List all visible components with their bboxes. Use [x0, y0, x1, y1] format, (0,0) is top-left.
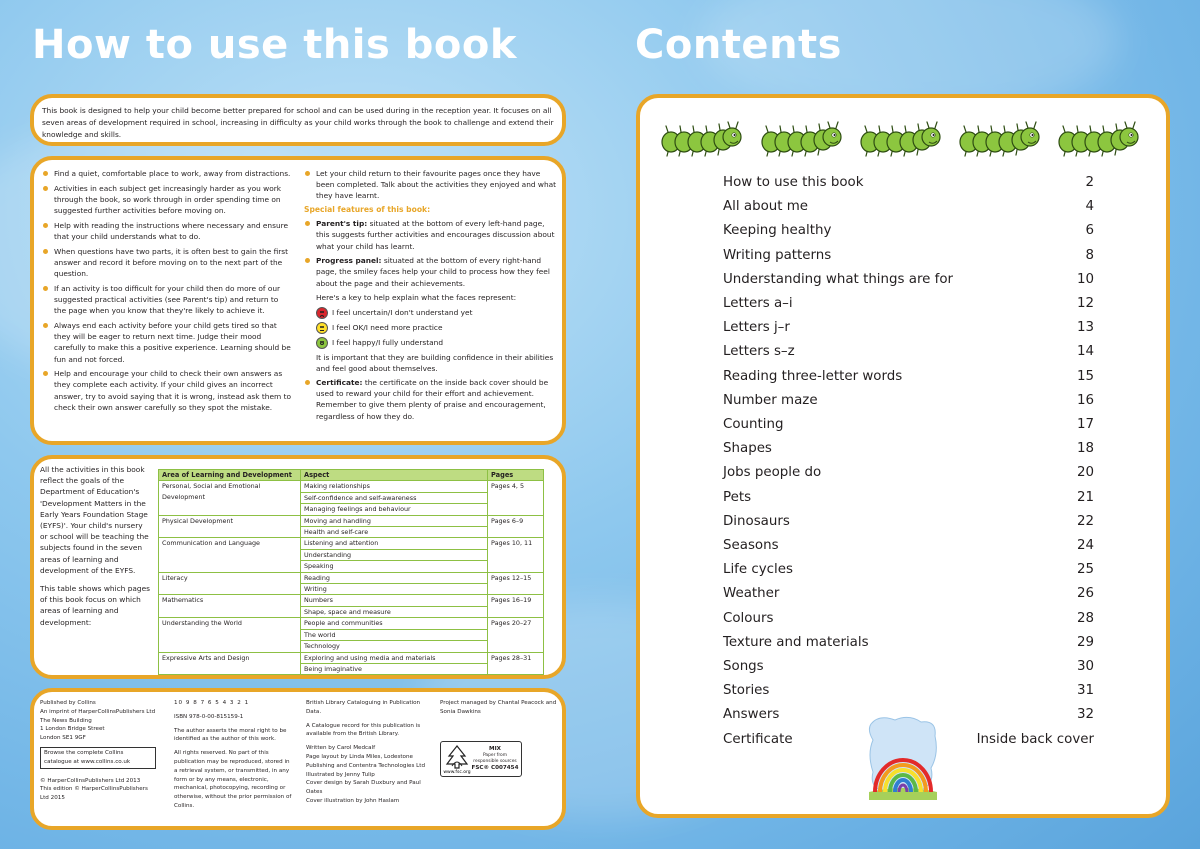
toc-entry-page: 21: [1076, 489, 1094, 505]
page-title-contents: Contents: [635, 22, 842, 68]
publisher-address: Published by Collins An imprint of HarperCollinsPublishers Ltd The News Building 1 London Bridge Street London SE1 9GF: [40, 700, 156, 742]
publisher-panel: [30, 688, 566, 830]
toc-entry-label: Letters s–z: [723, 344, 795, 360]
table-cell-aspect: Technology: [301, 641, 488, 652]
face-row-uncertain: I feel uncertain/I don't understand yet: [316, 307, 558, 319]
toc-entry[interactable]: [723, 416, 1094, 434]
table-cell-aspect: Shape, space and measure: [301, 606, 488, 617]
toc-entry[interactable]: [723, 489, 1094, 507]
toc-entry[interactable]: [723, 222, 1094, 240]
publisher-col-4: [440, 699, 560, 722]
table-cell-aspect: Speaking: [301, 561, 488, 572]
toc-entry[interactable]: [723, 682, 1094, 700]
faces-key-intro: Here's a key to help explain what the faces represent:: [316, 293, 517, 303]
table-cell-aspect: Writing: [301, 584, 488, 595]
fsc-tree-icon: [443, 744, 471, 774]
table-cell-aspect: People and communities: [301, 618, 488, 629]
table-cell-area: Mathematics: [159, 595, 301, 618]
copyright-text: © HarperCollinsPublishers Ltd 2013 This edition © HarperCollinsPublishers Ltd 2015: [40, 777, 148, 802]
toc-entry-label: All about me: [723, 199, 809, 215]
table-cell-pages: Pages 6–9: [488, 515, 544, 538]
table-row: [159, 618, 544, 629]
table-cell-pages: Pages 4, 5: [488, 481, 544, 515]
toc-entry-label: Jobs people do: [723, 465, 822, 481]
caterpillar-icon: [660, 118, 742, 158]
table-row: [159, 481, 544, 492]
caterpillar-icon: [1057, 118, 1139, 158]
tips-right-column: [304, 168, 558, 425]
face-row-happy: I feel happy/I fully understand: [316, 337, 558, 349]
toc-entry-label: Understanding what things are for: [723, 271, 954, 287]
toc-entry[interactable]: [723, 174, 1094, 192]
table-cell-area: Expressive Arts and Design: [159, 652, 301, 675]
table-row: [159, 538, 544, 549]
toc-entry[interactable]: [723, 392, 1094, 410]
toc-entry-page: 32: [1076, 707, 1094, 723]
toc-entry[interactable]: [723, 658, 1094, 676]
toc-entry-label: Seasons: [723, 538, 779, 553]
table-row: [159, 515, 544, 526]
toc-entry[interactable]: [723, 343, 1094, 361]
toc-entry[interactable]: [723, 610, 1094, 628]
fsc-logo: [440, 741, 522, 777]
toc-entry-label: Life cycles: [723, 562, 793, 578]
toc-entry-label: Letters a–i: [723, 296, 793, 311]
table-cell-aspect: Exploring and using media and materials: [301, 652, 488, 663]
special-features-heading: Special features of this book:: [304, 205, 431, 215]
table-cell-area: Physical Development: [159, 515, 301, 538]
toc-entry-page: 26: [1076, 586, 1094, 602]
tip-return-favourites: Let your child return to their favourite pages once they have been completed. Talk about the activities they enjoyed and what they have learnt.: [304, 168, 558, 202]
table-cell-aspect: Numbers: [301, 595, 488, 606]
table-header-aspect: Aspect: [301, 470, 488, 481]
tip-item: When questions have two parts, it is often best to gain the first answer and record it before moving on to the next part of the question.: [42, 246, 292, 280]
toc-entry[interactable]: [723, 561, 1094, 579]
confidence-text: It is important that they are building confidence in their abilities and feel good about themselves.: [316, 352, 554, 373]
tip-item: Activities in each subject get increasingly harder as you work through the book, so work through in order spending time on suggested further activities before moving on.: [42, 183, 292, 217]
toc-entry-label: Number maze: [723, 392, 818, 408]
table-cell-aspect: The world: [301, 629, 488, 640]
table-header-area: Area of Learning and Development: [159, 470, 301, 481]
table-cell-pages: Pages 12–15: [488, 572, 544, 595]
page-title-how-to-use: How to use this book: [32, 22, 517, 68]
table-cell-area: Understanding the World: [159, 618, 301, 652]
toc-entry[interactable]: [723, 464, 1094, 482]
toc-entry-label: Stories: [723, 683, 770, 699]
toc-entry-page: 8: [1085, 247, 1094, 263]
catalogue-link[interactable]: Browse the complete Collins catalogue at www.collins.co.uk: [40, 747, 156, 769]
print-run: 10 9 8 7 6 5 4 3 2 1: [174, 700, 250, 706]
tips-list: [42, 168, 292, 413]
toc-entry[interactable]: [723, 271, 1094, 289]
table-cell-aspect: Reading: [301, 572, 488, 583]
tip-item: Help with reading the instructions where necessary and ensure that your child understands what to do.: [42, 220, 292, 242]
isbn: ISBN 978-0-00-815159-1: [174, 713, 244, 720]
table-cell-aspect: Understanding: [301, 549, 488, 560]
intro-panel: [30, 94, 566, 146]
table-cell-pages: Pages 16–19: [488, 595, 544, 618]
toc-entry-page: 14: [1076, 344, 1094, 360]
table-cell-area: Literacy: [159, 572, 301, 595]
moral-right: The author asserts the moral right to be identified as the author of this work.: [174, 727, 287, 743]
table-cell-pages: Pages 20–27: [488, 618, 544, 652]
table-cell-aspect: Self-confidence and self-awareness: [301, 492, 488, 503]
toc-entry-label: Counting: [723, 417, 784, 432]
toc-entry[interactable]: [723, 295, 1094, 313]
toc-entry-label: Writing patterns: [723, 247, 832, 263]
table-cell-aspect: Being imaginative: [301, 663, 488, 674]
tip-item: Always end each activity before your child gets tired so that they will be eager to return next time. Judge their mood carefully to make this a positive experience. Learning should be fun and not forced.: [42, 320, 292, 365]
toc-entry-page: 10: [1076, 271, 1094, 287]
toc-entry-label: Songs: [723, 659, 764, 674]
toc-entry[interactable]: [723, 368, 1094, 386]
neutral-face-icon: [316, 322, 328, 334]
table-header-pages: Pages: [488, 470, 544, 481]
toc-entry-label: Keeping healthy: [723, 223, 832, 239]
toc-entry[interactable]: [723, 537, 1094, 555]
tips-left-column: [42, 168, 292, 417]
table-cell-aspect: Making relationships: [301, 481, 488, 492]
toc-entry-label: How to use this book: [723, 175, 864, 190]
toc-entry-label: Colours: [723, 610, 774, 626]
caterpillar-icon: [958, 118, 1040, 158]
cip-heading: British Library Cataloguing in Publication Data.: [306, 700, 421, 715]
toc-entry-page: 22: [1076, 513, 1094, 529]
eyfs-table: [158, 469, 544, 675]
toc-entry-label: Letters j–r: [723, 320, 790, 336]
tip-item: If an activity is too difficult for your child then do more of our suggested practical activities (see Parent's tip) and return to the page when you know that they're likely to achieve it.: [42, 283, 292, 317]
feature-certificate: Certificate: the certificate on the inside back cover should be used to reward your child for their effort and achievement. Remember to give them plenty of praise and encouragement, regardless of how they do.: [304, 377, 558, 422]
happy-face-icon: [316, 337, 328, 349]
cip-text: A Catalogue record for this publication is available from the British Library.: [306, 722, 421, 738]
toc-entry-label: Certificate: [723, 731, 793, 747]
intro-text: This book is designed to help your child become better prepared for school and can be used during in the reception year. It focuses on all seven areas of development required in school, increasing in difficulty as your child works through the book to challenge and extend their knowledge and skills.: [42, 106, 554, 139]
fsc-text: MIX Paper from responsible sources FSC® C007454: [471, 746, 519, 771]
feature-progress-panel: Progress panel: situated at the bottom of every right-hand page, the smiley faces help your child to process how they feel about the page and their achievements.: [304, 255, 558, 289]
table-cell-area: Personal, Social and Emotional Development: [159, 481, 301, 515]
toc-entry-page: 17: [1076, 417, 1094, 432]
toc-entry-label: Pets: [723, 489, 752, 505]
toc-entry-label: Texture and materials: [723, 634, 869, 650]
toc-entry-page: 6: [1085, 223, 1094, 239]
faces-key: [304, 307, 558, 349]
table-cell-area: Communication and Language: [159, 538, 301, 572]
publisher-col-2: [174, 699, 294, 816]
table-cell-aspect: Moving and handling: [301, 515, 488, 526]
tips-panel: [30, 156, 566, 445]
toc-entry[interactable]: [723, 440, 1094, 458]
toc-entry[interactable]: [723, 247, 1094, 265]
eyfs-intro: All the activities in this book reflect the goals of the Department of Education's 'Development Matters in the Early Years Foundation Stage (EYFS)'. Your child's nursery or school will be teaching the subjects found in the seven areas of learning and development of the EYFS. This table shows which pages of this book focus on which areas of learning and development:: [40, 465, 151, 627]
caterpillar-icon: [760, 118, 842, 158]
table-cell-aspect: Health and self-care: [301, 527, 488, 538]
toc-entry-page: 31: [1076, 683, 1094, 699]
toc-entry-page: 28: [1076, 610, 1094, 626]
table-cell-aspect: Managing feelings and behaviour: [301, 504, 488, 515]
toc-entry-page: 25: [1076, 562, 1094, 578]
toc-entry[interactable]: [723, 319, 1094, 337]
table-row: [159, 595, 544, 606]
toc-entry[interactable]: [723, 513, 1094, 531]
table-cell-aspect: Listening and attention: [301, 538, 488, 549]
publisher-col-1: [40, 699, 168, 803]
rainbow-icon: [865, 714, 941, 802]
toc-entry-label: Answers: [723, 707, 780, 723]
table-row: [159, 572, 544, 583]
caterpillar-icon: [859, 118, 941, 158]
table-row: [159, 652, 544, 663]
toc-entry-page: Inside back cover: [976, 731, 1094, 747]
toc-entry-page: 29: [1076, 634, 1094, 650]
table-cell-pages: Pages 28–31: [488, 652, 544, 675]
toc-entry-page: 15: [1076, 368, 1094, 384]
toc-entry-page: 24: [1076, 538, 1094, 553]
face-row-ok: I feel OK/I need more practice: [316, 322, 558, 334]
fsc-site: www.fsc.org: [443, 770, 471, 774]
contents-panel: [636, 94, 1170, 818]
toc-entry-page: 18: [1076, 441, 1094, 457]
toc-entry-label: Shapes: [723, 441, 772, 457]
credits: Written by Carol Medcalf Page layout by Linda Miles, Lodestone Publishing and Contentra Technologies Ltd Illustrated by Jenny Tulip Cover design by Sarah Duxbury and Paul Oates Cover illustration by John Haslam: [306, 745, 425, 804]
table-cell-pages: Pages 10, 11: [488, 538, 544, 572]
toc-entry-page: 4: [1085, 199, 1094, 215]
toc-entry-page: 30: [1076, 659, 1094, 674]
tip-item: Help and encourage your child to check their own answers as they complete each activity. If your child gives an incorrect answer, try to avoid saying that it is wrong, instead ask them to check their own answer carefully so they spot the mistake.: [42, 368, 292, 413]
toc-entry[interactable]: [723, 634, 1094, 652]
toc-entry-page: 20: [1076, 465, 1094, 481]
toc-entry-label: Reading three-letter words: [723, 368, 903, 384]
toc-entry-label: Weather: [723, 586, 780, 602]
toc-entry-page: 13: [1076, 320, 1094, 336]
project-managers: Project managed by Chantal Peacock and Sonia Dawkins: [440, 700, 557, 715]
toc-entry[interactable]: [723, 585, 1094, 603]
rights-reserved: All rights reserved. No part of this publication may be reproduced, stored in a retrieval system, or transmitted, in any form or by any means, electronic, mechanical, photocopying, recording or otherwise, without the prior permission of Collins.: [174, 750, 292, 809]
toc-entry-label: Dinosaurs: [723, 513, 790, 529]
feature-parents-tip: Parent's tip: situated at the bottom of every left-hand page, this suggests further activities and encourages discussion about what your child has learnt.: [304, 218, 558, 252]
publisher-col-3: [306, 699, 430, 811]
sad-face-icon: [316, 307, 328, 319]
toc-entry-page: 2: [1085, 175, 1094, 190]
toc-entry-page: 12: [1076, 296, 1094, 311]
toc-entry-page: 16: [1076, 392, 1094, 408]
eyfs-panel: [30, 455, 566, 679]
toc-entry[interactable]: [723, 198, 1094, 216]
tip-item: Find a quiet, comfortable place to work, away from distractions.: [42, 168, 292, 179]
